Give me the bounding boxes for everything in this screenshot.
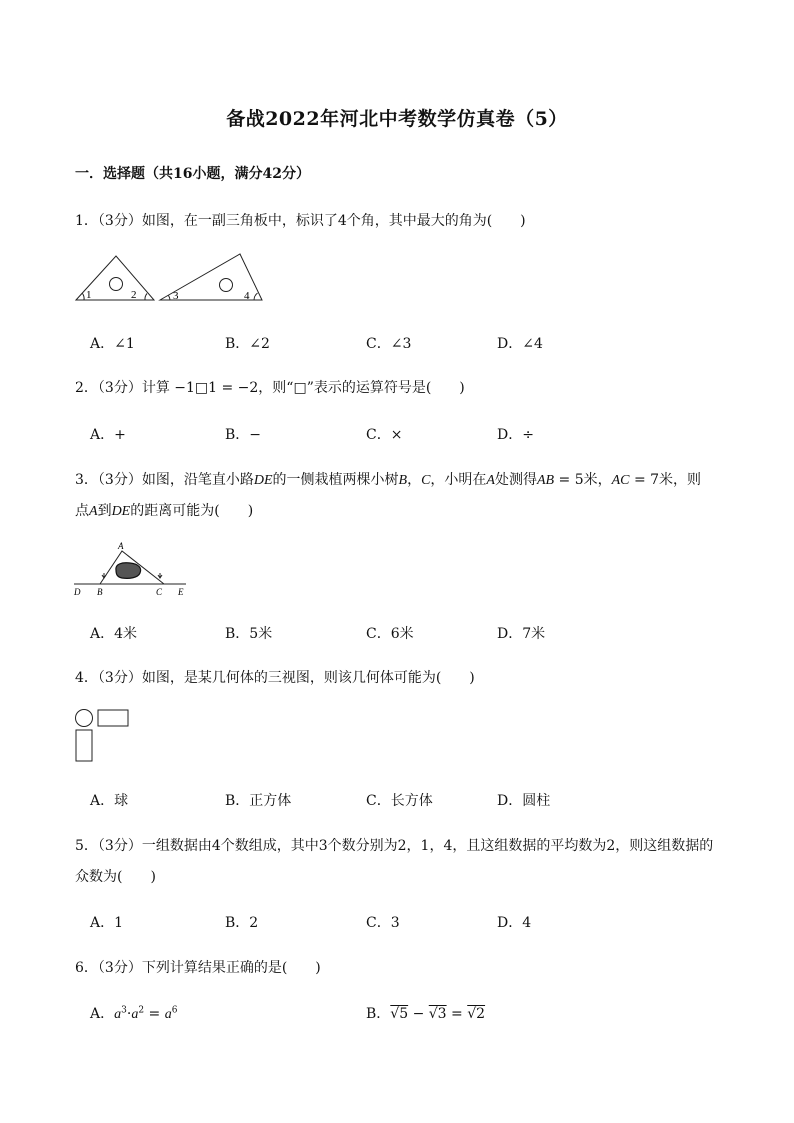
point-label-c: C <box>156 587 163 597</box>
q3-figure-path-trees <box>72 540 192 598</box>
q3-option-d[interactable]: D．7米 <box>497 626 546 642</box>
question-6-stem: 6．（3分）下列计算结果正确的是( ) <box>75 960 321 976</box>
angle-label-4: 4 <box>244 290 250 302</box>
q2-option-b[interactable]: B．− <box>225 427 262 443</box>
angle-label-1: 1 <box>86 289 92 301</box>
section-heading: 一．选择题（共16小题，满分42分） <box>75 166 310 182</box>
q2-option-a[interactable]: A．+ <box>90 427 126 443</box>
q1-figure-set-squares <box>74 252 274 304</box>
angle-label-2: 2 <box>131 289 137 301</box>
q4-option-a[interactable]: A．球 <box>90 793 129 809</box>
point-label-b: B <box>97 587 103 597</box>
set-square-hole-1 <box>110 278 123 291</box>
q5-option-a[interactable]: A．1 <box>90 915 124 931</box>
q4-option-b[interactable]: B．正方体 <box>225 793 292 809</box>
question-5-stem-line-1: 5．（3分）一组数据由4个数组成，其中3个数分别为2，1，4，且这组数据的平均数为2，则这组数据的 <box>75 838 714 854</box>
question-3-stem-line-1: 3．（3分）如图，沿笔直小路DE的一侧栽植两棵小树B，C，小明在A处测得AB = 5米，AC = 7米，则 <box>75 472 702 488</box>
q1-option-a[interactable]: A．∠1 <box>90 336 135 352</box>
point-label-d: D <box>74 587 81 597</box>
q4-option-c[interactable]: C．长方体 <box>366 793 433 809</box>
q3-option-a[interactable]: A．4米 <box>90 626 138 642</box>
q5-option-d[interactable]: D．4 <box>497 915 532 931</box>
q6-option-a[interactable]: A．$a^3\cdot a^2 = a^6$ <box>90 1005 178 1022</box>
view-horizontal-rect <box>98 710 128 726</box>
set-square-hole-2 <box>220 279 233 292</box>
q4-option-d[interactable]: D．圆柱 <box>497 793 551 809</box>
q2-option-c[interactable]: C．× <box>366 427 403 443</box>
q2-option-d[interactable]: D．÷ <box>497 427 534 443</box>
obstacle-stone <box>116 563 141 579</box>
view-circle <box>76 710 93 727</box>
q1-option-d[interactable]: D．∠4 <box>497 336 543 352</box>
q1-option-b[interactable]: B．∠2 <box>225 336 270 352</box>
question-3-stem-line-2: 点A到DE的距离可能为( ) <box>75 503 254 519</box>
angle-label-3: 3 <box>173 290 179 302</box>
q1-option-c[interactable]: C．∠3 <box>366 336 412 352</box>
question-2-stem: 2．（3分）计算 −1□1 = −2，则“□”表示的运算符号是( ) <box>75 380 465 396</box>
q5-option-c[interactable]: C．3 <box>366 915 400 931</box>
q4-figure-three-views <box>74 708 134 764</box>
view-vertical-rect <box>76 730 92 761</box>
point-label-e: E <box>178 587 184 597</box>
point-label-a: A <box>118 541 124 551</box>
q6-option-b[interactable]: B．√5 − √3 = √2 <box>366 1006 486 1022</box>
page-title: 备战2022年河北中考数学仿真卷（5） <box>226 108 568 130</box>
q3-option-c[interactable]: C．6米 <box>366 626 414 642</box>
q5-option-b[interactable]: B．2 <box>225 915 259 931</box>
question-4-stem: 4．（3分）如图，是某几何体的三视图，则该几何体可能为( ) <box>75 670 475 686</box>
question-1-stem: 1．（3分）如图，在一副三角板中，标识了4个角，其中最大的角为( ) <box>75 213 526 229</box>
q3-option-b[interactable]: B．5米 <box>225 626 273 642</box>
question-5-stem-line-2: 众数为( ) <box>75 869 156 885</box>
